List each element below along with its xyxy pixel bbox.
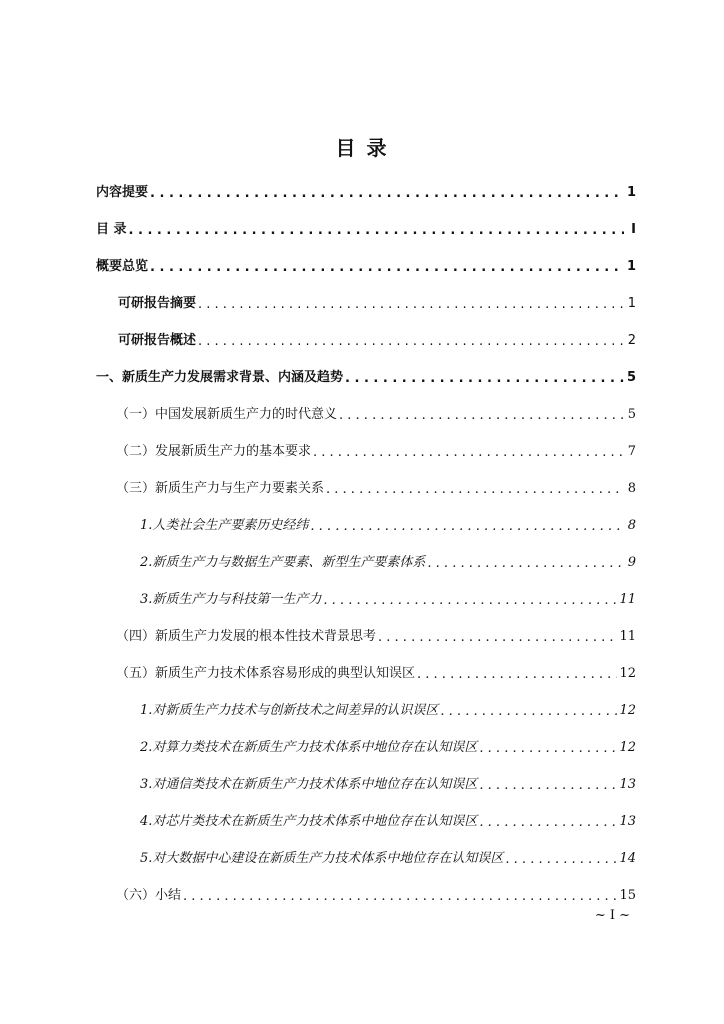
- toc-entry-title: 2.对算力类技术在新质生产力技术体系中地位存在认知误区: [140, 740, 478, 755]
- toc-entry-page-number: 12: [619, 703, 636, 718]
- toc-entry-page-number: 13: [619, 814, 636, 829]
- toc-entry[interactable]: [116, 435, 636, 459]
- toc-entry-title: （二）发展新质生产力的基本要求: [116, 444, 312, 459]
- dot-leader: [150, 261, 624, 274]
- page-footer: [0, 908, 724, 923]
- dot-leader: [150, 187, 624, 200]
- toc-entry[interactable]: [96, 361, 636, 385]
- toc-entry-page-number: 12: [619, 740, 636, 755]
- toc-entry-page-number: 5: [627, 407, 636, 422]
- toc-entry[interactable]: [140, 805, 636, 829]
- toc-entry-title: 可研报告概述: [118, 333, 197, 348]
- toc-entry-page-number: 5: [626, 370, 636, 385]
- toc-entry-page-number: 11: [619, 592, 636, 607]
- dot-leader: [505, 853, 617, 866]
- toc-entry[interactable]: [140, 546, 636, 570]
- dot-leader: [345, 372, 624, 385]
- toc-entry-page-number: 14: [619, 851, 636, 866]
- dot-leader: [427, 557, 624, 570]
- dot-leader: [129, 224, 624, 237]
- toc-entry-page-number: 15: [619, 888, 636, 903]
- toc-entry-title: 3.新质生产力与科技第一生产力: [140, 592, 322, 607]
- toc-entry-page-number: 1: [626, 185, 636, 200]
- toc-entry-title: 1.对新质生产力技术与创新技术之间差异的认识误区: [140, 703, 439, 718]
- toc-entry[interactable]: [116, 657, 636, 681]
- toc-entry[interactable]: [140, 768, 636, 792]
- toc-entry-title: （四）新质生产力发展的根本性技术背景思考: [116, 629, 377, 644]
- dot-leader: [323, 594, 617, 607]
- toc-entry-page-number: 9: [627, 555, 636, 570]
- dot-leader: [339, 409, 624, 422]
- dot-leader: [440, 705, 617, 718]
- toc-entry-title: 一、新质生产力发展需求背景、内涵及趋势: [96, 370, 344, 385]
- dot-leader: [378, 631, 617, 644]
- dot-leader: [183, 890, 617, 903]
- toc-entry[interactable]: [140, 842, 636, 866]
- toc-entry[interactable]: [116, 879, 636, 903]
- toc-entry[interactable]: [118, 324, 636, 348]
- toc-entry-page-number: 8: [627, 518, 636, 533]
- dot-leader: [417, 668, 617, 681]
- toc-entry-title: 1.人类社会生产要素历史经纬: [140, 518, 309, 533]
- toc-entry[interactable]: [116, 620, 636, 644]
- toc-entry[interactable]: [140, 583, 636, 607]
- toc-entry[interactable]: [116, 472, 636, 496]
- toc-entry-title: 目 录: [96, 222, 127, 237]
- toc-entry-page-number: 7: [627, 444, 636, 459]
- dot-leader: [326, 483, 624, 496]
- dot-leader: [310, 520, 624, 533]
- dot-leader: [198, 335, 624, 348]
- dot-leader: [479, 779, 617, 792]
- toc-entry[interactable]: [96, 176, 636, 200]
- dot-leader: [479, 816, 617, 829]
- toc-entry-page-number: 1: [627, 296, 636, 311]
- toc-entry-title: （五）新质生产力技术体系容易形成的典型认知误区: [116, 666, 416, 681]
- toc-entry[interactable]: [96, 213, 636, 237]
- toc-entry-page-number: 2: [627, 333, 636, 348]
- toc-entry[interactable]: [140, 509, 636, 533]
- toc-entry[interactable]: [118, 287, 636, 311]
- dot-leader: [313, 446, 624, 459]
- toc-entry-page-number: 13: [619, 777, 636, 792]
- toc-entry-page-number: 12: [619, 666, 636, 681]
- toc-entry-title: 内容提要: [96, 185, 149, 200]
- toc-entry-title: 可研报告摘要: [118, 296, 197, 311]
- toc-entry[interactable]: [96, 250, 636, 274]
- toc-entry-page-number: 8: [627, 481, 636, 496]
- toc-entry[interactable]: [140, 694, 636, 718]
- toc-entry[interactable]: [140, 731, 636, 755]
- toc-entry-title: 3.对通信类技术在新质生产力技术体系中地位存在认知误区: [140, 777, 478, 792]
- toc-entry-title: 4.对芯片类技术在新质生产力技术体系中地位存在认知误区: [140, 814, 478, 829]
- toc-entry-title: （三）新质生产力与生产力要素关系: [116, 481, 325, 496]
- toc-entry-page-number: 11: [619, 629, 636, 644]
- toc-entry-title: （一）中国发展新质生产力的时代意义: [116, 407, 338, 422]
- dot-leader: [198, 298, 624, 311]
- toc-entry-page-number: I: [631, 222, 636, 237]
- dot-leader: [479, 742, 617, 755]
- toc-entry-title: 5.对大数据中心建设在新质生产力技术体系中地位存在认知误区: [140, 851, 504, 866]
- page-number: ~ I ~: [594, 908, 630, 923]
- toc-entry-page-number: 1: [626, 259, 636, 274]
- toc-entry-title: （六）小结: [116, 888, 182, 903]
- toc-entry-title: 2.新质生产力与数据生产要素、新型生产要素体系: [140, 555, 426, 570]
- toc-entry-title: 概要总览: [96, 259, 149, 274]
- toc-entry[interactable]: [116, 398, 636, 422]
- page-title: 目 录: [335, 136, 389, 160]
